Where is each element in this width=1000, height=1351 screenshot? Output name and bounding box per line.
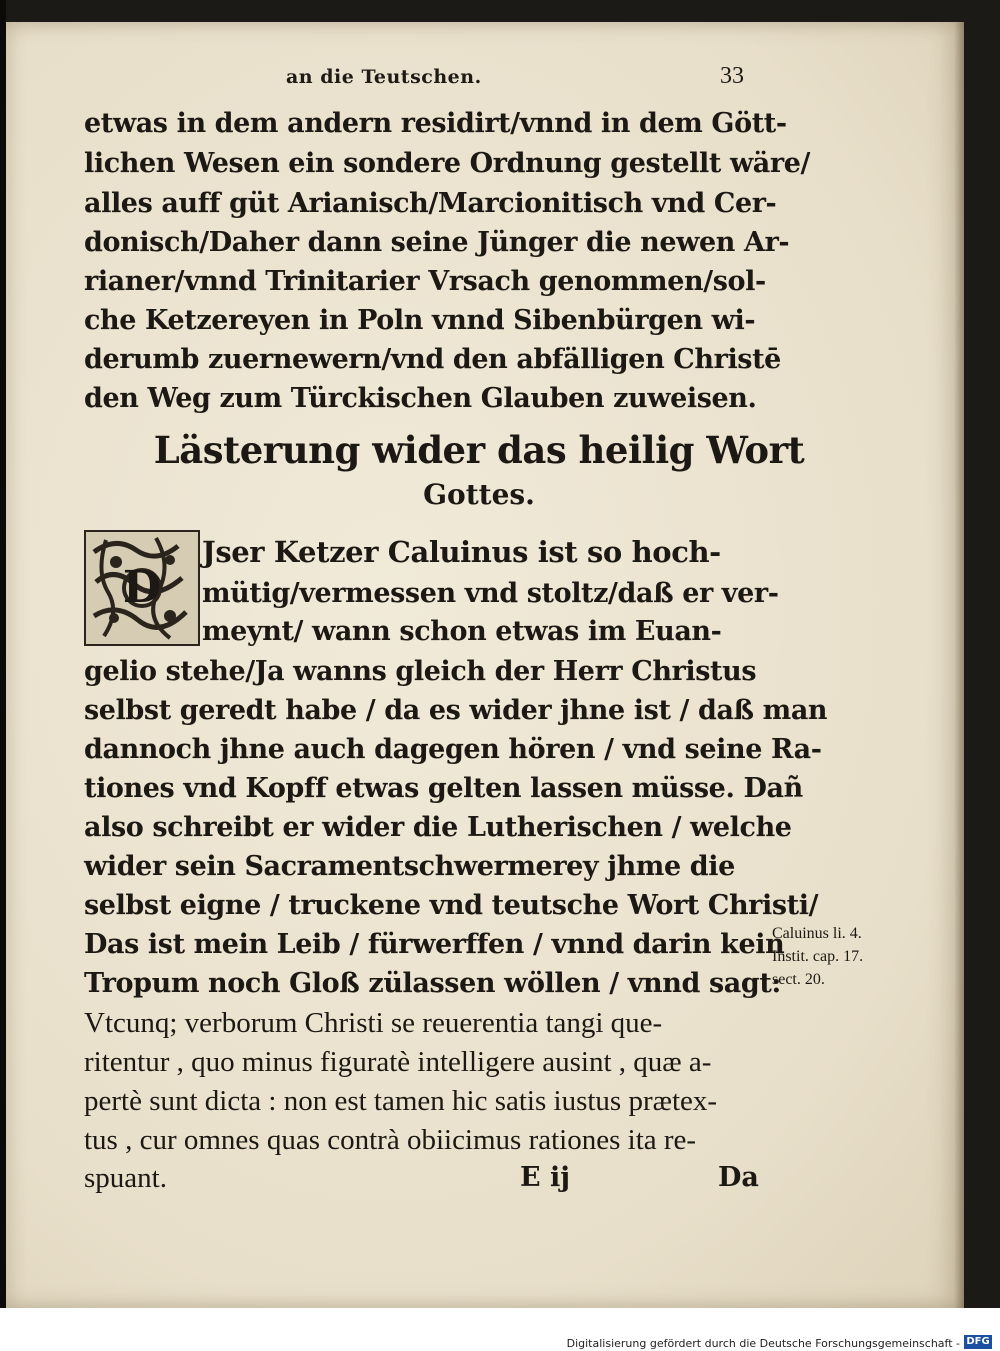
latin-quote-line: pertè sunt dicta : non est tamen hic satis iustus prætex-	[84, 1085, 718, 1117]
text-line: rianer/vnnd Trinitarier Vrsach genommen/sol-	[84, 266, 766, 297]
section-heading: Lästerung wider das heilig Wort	[153, 428, 805, 472]
footer-credit: Digitalisierung gefördert durch die Deutsche Forschungsgemeinschaft -	[566, 1337, 960, 1350]
text-line: tiones vnd Kopff etwas gelten lassen müsse. Dañ	[84, 773, 803, 804]
text-line: lichen Wesen ein sondere Ordnung gestellt wäre/	[84, 148, 810, 179]
latin-quote-line: Vtcunq; verborum Christi se reuerentia tangi que-	[84, 1007, 663, 1039]
latin-quote-line: tus , cur omnes quas contrà obiicimus rationes ita re-	[84, 1124, 697, 1156]
initial-letter: D	[122, 562, 162, 613]
text-line: che Ketzereyen in Poln vnnd Sibenbürgen wi-	[84, 305, 756, 336]
running-head: an die Teutschen.	[286, 66, 482, 88]
text-line: also schreibt er wider die Lutherischen / welche	[84, 812, 792, 843]
latin-quote-line: ritentur , quo minus figuratè intelligere ausint , quæ a-	[84, 1046, 712, 1078]
latin-quote-line: spuant.	[84, 1162, 167, 1194]
text-line: Jser Ketzer Caluinus ist so hoch-	[202, 535, 721, 569]
text-line: alles auff güt Arianisch/Marcionitisch vnd Cer-	[84, 188, 777, 219]
text-line: gelio stehe/Ja wanns gleich der Herr Christus	[84, 656, 757, 687]
margin-note-line: Caluinus li. 4.	[772, 925, 862, 942]
text-line: donisch/Daher dann seine Jünger die newen Ar-	[84, 227, 790, 258]
text-line: Tropum noch Gloß zülassen wöllen / vnnd sagt:	[84, 968, 781, 999]
page-edge-shadow	[954, 22, 964, 1308]
text-line: dannoch jhne auch dagegen hören / vnd seine Ra-	[84, 734, 822, 765]
text-line: wider sein Sacramentschwermerey jhme die	[84, 851, 735, 882]
text-line: den Weg zum Türckischen Glauben zuweisen.	[84, 383, 757, 414]
text-line: derumb zuernewern/vnd den abfälligen Christē	[84, 344, 781, 375]
text-line: etwas in dem andern residirt/vnnd in dem Gött-	[84, 108, 787, 139]
signature-mark: E ij	[520, 1162, 571, 1193]
ornamental-initial-icon	[84, 530, 200, 646]
margin-note-line: Instit. cap. 17.	[772, 948, 864, 965]
page-number: 33	[720, 63, 744, 89]
margin-note-line: sect. 20.	[772, 971, 825, 988]
margin-note	[772, 922, 892, 991]
text-line: mütig/vermessen vnd stoltz/daß er ver-	[202, 578, 779, 609]
text-line: meynt/ wann schon etwas im Euan-	[202, 616, 722, 647]
text-line: selbst geredt habe / da es wider jhne ist / daß man	[84, 695, 828, 726]
section-heading-subline: Gottes.	[423, 478, 535, 511]
text-line: selbst eigne / truckene vnd teutsche Wort Christi/	[84, 890, 819, 921]
text-line: Das ist mein Leib / fürwerffen / vnnd darin kein	[84, 929, 785, 960]
catchword: Da	[718, 1162, 759, 1193]
dfg-logo: DFG	[964, 1335, 992, 1349]
